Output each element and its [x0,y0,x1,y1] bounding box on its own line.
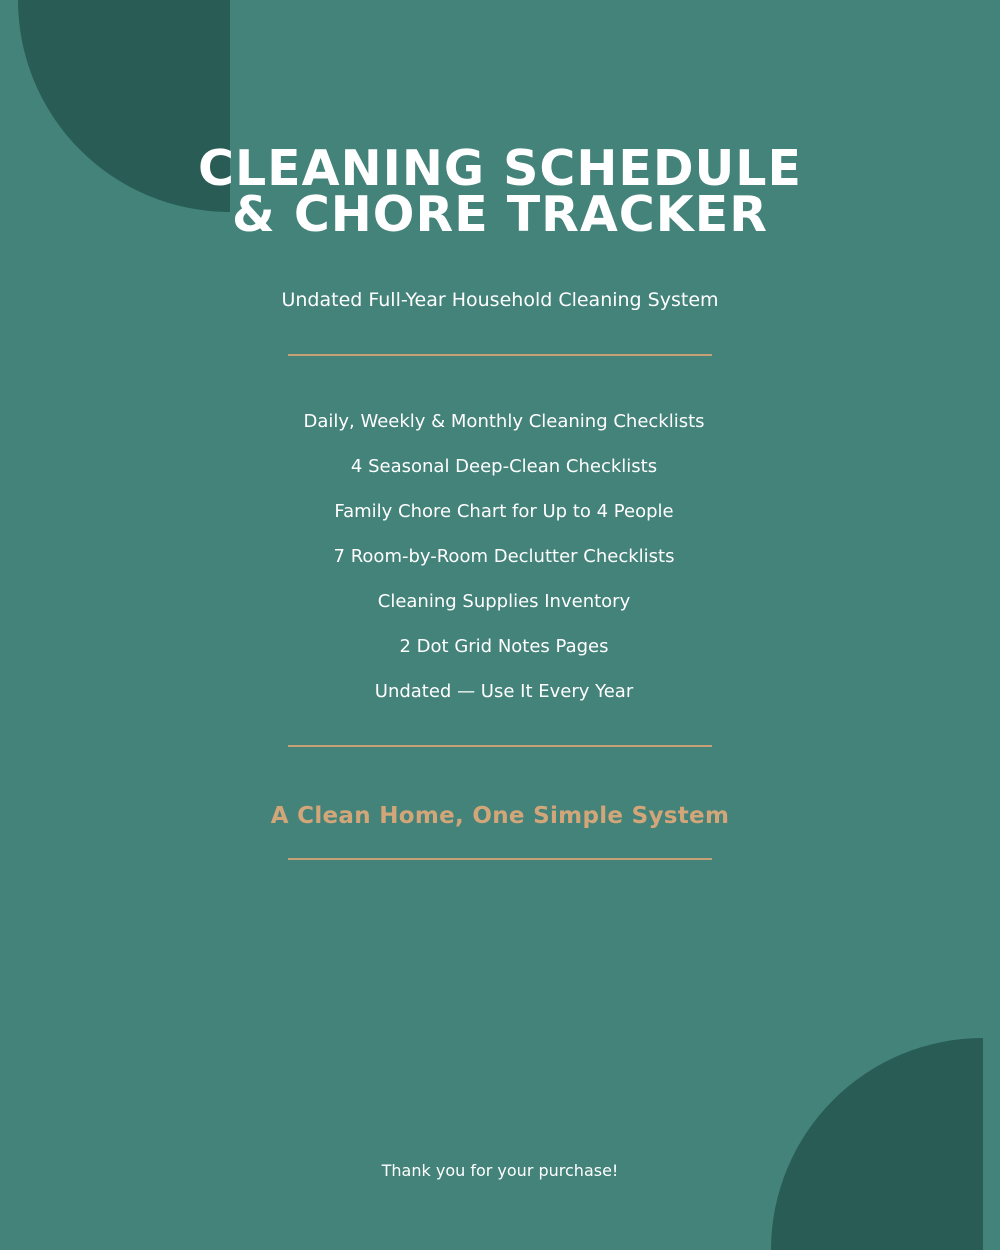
title-line-2: & CHORE TRACKER [232,186,768,243]
feature-list [0,408,1000,723]
title-line-1: CLEANING SCHEDULE [198,140,802,197]
corner-decoration-bottom-right [771,1038,1000,1250]
feature-item: 4 Seasonal Deep-Clean Checklists [350,456,658,477]
feature-item: Cleaning Supplies Inventory [377,591,631,612]
feature-item: Undated — Use It Every Year [374,681,634,702]
divider-bottom [288,858,712,860]
feature-item: 2 Dot Grid Notes Pages [399,636,609,657]
divider-middle [288,745,712,747]
feature-item: Daily, Weekly & Monthly Cleaning Checklists [303,411,705,432]
thank-you-note: Thank you for your purchase! [381,1161,619,1180]
feature-item: Family Chore Chart for Up to 4 People [334,501,674,522]
tagline: A Clean Home, One Simple System [270,803,730,829]
page-title [0,140,1000,243]
divider-top [288,354,712,356]
subtitle: Undated Full-Year Household Cleaning System [281,289,719,311]
feature-item: 7 Room-by-Room Declutter Checklists [333,546,675,567]
